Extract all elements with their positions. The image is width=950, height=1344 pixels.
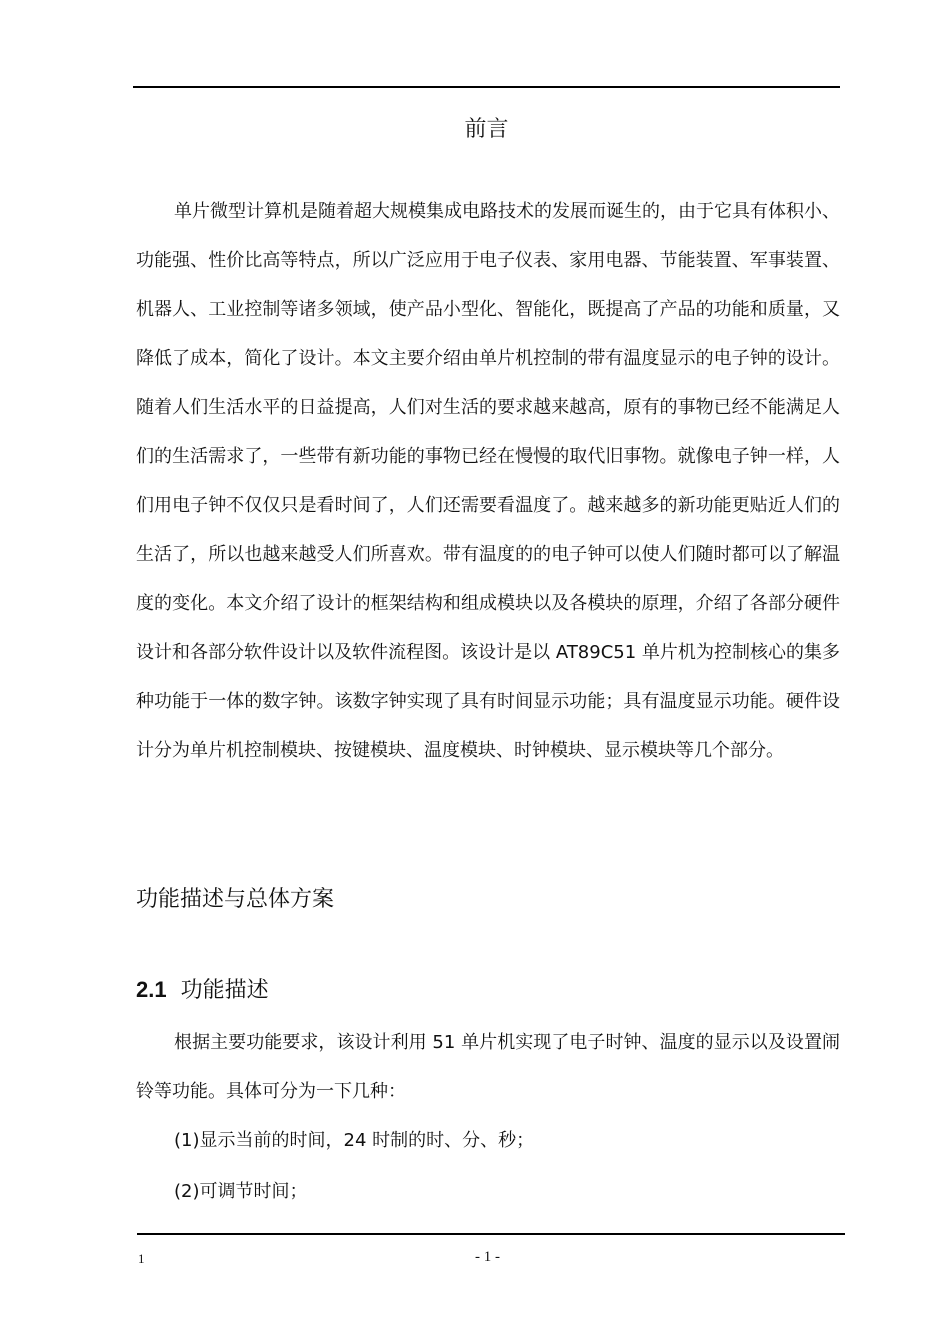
subsection-heading (136, 972, 269, 1009)
header-rule (133, 86, 840, 88)
list-item: (2)可调节时间； (174, 1181, 308, 1202)
preface-text: 单片微型计算机是随着超大规模集成电路技术的发展而诞生的，由于它具有体积小、功能强、性价比高等特点，所以广泛应用于电子仪表、家用电器、节能装置、军事装置、机器人、工业控制等诸多领域，使产品小型化、智能化，既提高了产品的功能和质量，又降低了成本，简化了设计。本文主要介绍由单片机控制的带有温度显示的电子钟的设计。随着人们生活水平的日益提高，人们对生活的要求越来越高，原有的事物已经不能满足人们的生活需求了，一些带有新功能的事物已经在慢慢的取代旧事物。就像电子钟一样，人们用电子钟不仅仅只是看时间了，人们还需要看温度了。越来越多的新功能更贴近人们的生活了，所以也越来越受人们所喜欢。带有温度的的电子钟可以使人们随时都可以了解温度的变化。本文介绍了设计的框架结构和组成模块以及各模块的原理，介绍了各部分硬件设计和各部分软件设计以及软件流程图。该设计是以 AT89C51 单片机为控制核心的集多种功能于一体的数字钟。该数字钟实现了具有时间显示功能；具有温度显示功能。硬件设计分为单片机控制模块、按键模块、温度模块、时钟模块、显示模块等几个部分。 (136, 201, 840, 761)
page-number: - 1 - (475, 1249, 500, 1265)
function-text: 根据主要功能要求，该设计利用 51 单片机实现了电子时钟、温度的显示以及设置闹铃等功能。具体可分为一下几种： (136, 1032, 840, 1102)
footer-rule (137, 1233, 845, 1235)
page-title: 前言 (464, 117, 509, 142)
subsection-title: 功能描述 (180, 978, 269, 1003)
function-paragraph (136, 1018, 840, 1116)
preface-paragraph (136, 187, 840, 775)
list-item: (1)显示当前的时间，24 时制的时、分、秒； (174, 1130, 535, 1151)
subsection-number: 2.1 (136, 977, 167, 1002)
footer-left-number: 1 (138, 1251, 145, 1266)
section-heading: 功能描述与总体方案 (136, 887, 335, 912)
